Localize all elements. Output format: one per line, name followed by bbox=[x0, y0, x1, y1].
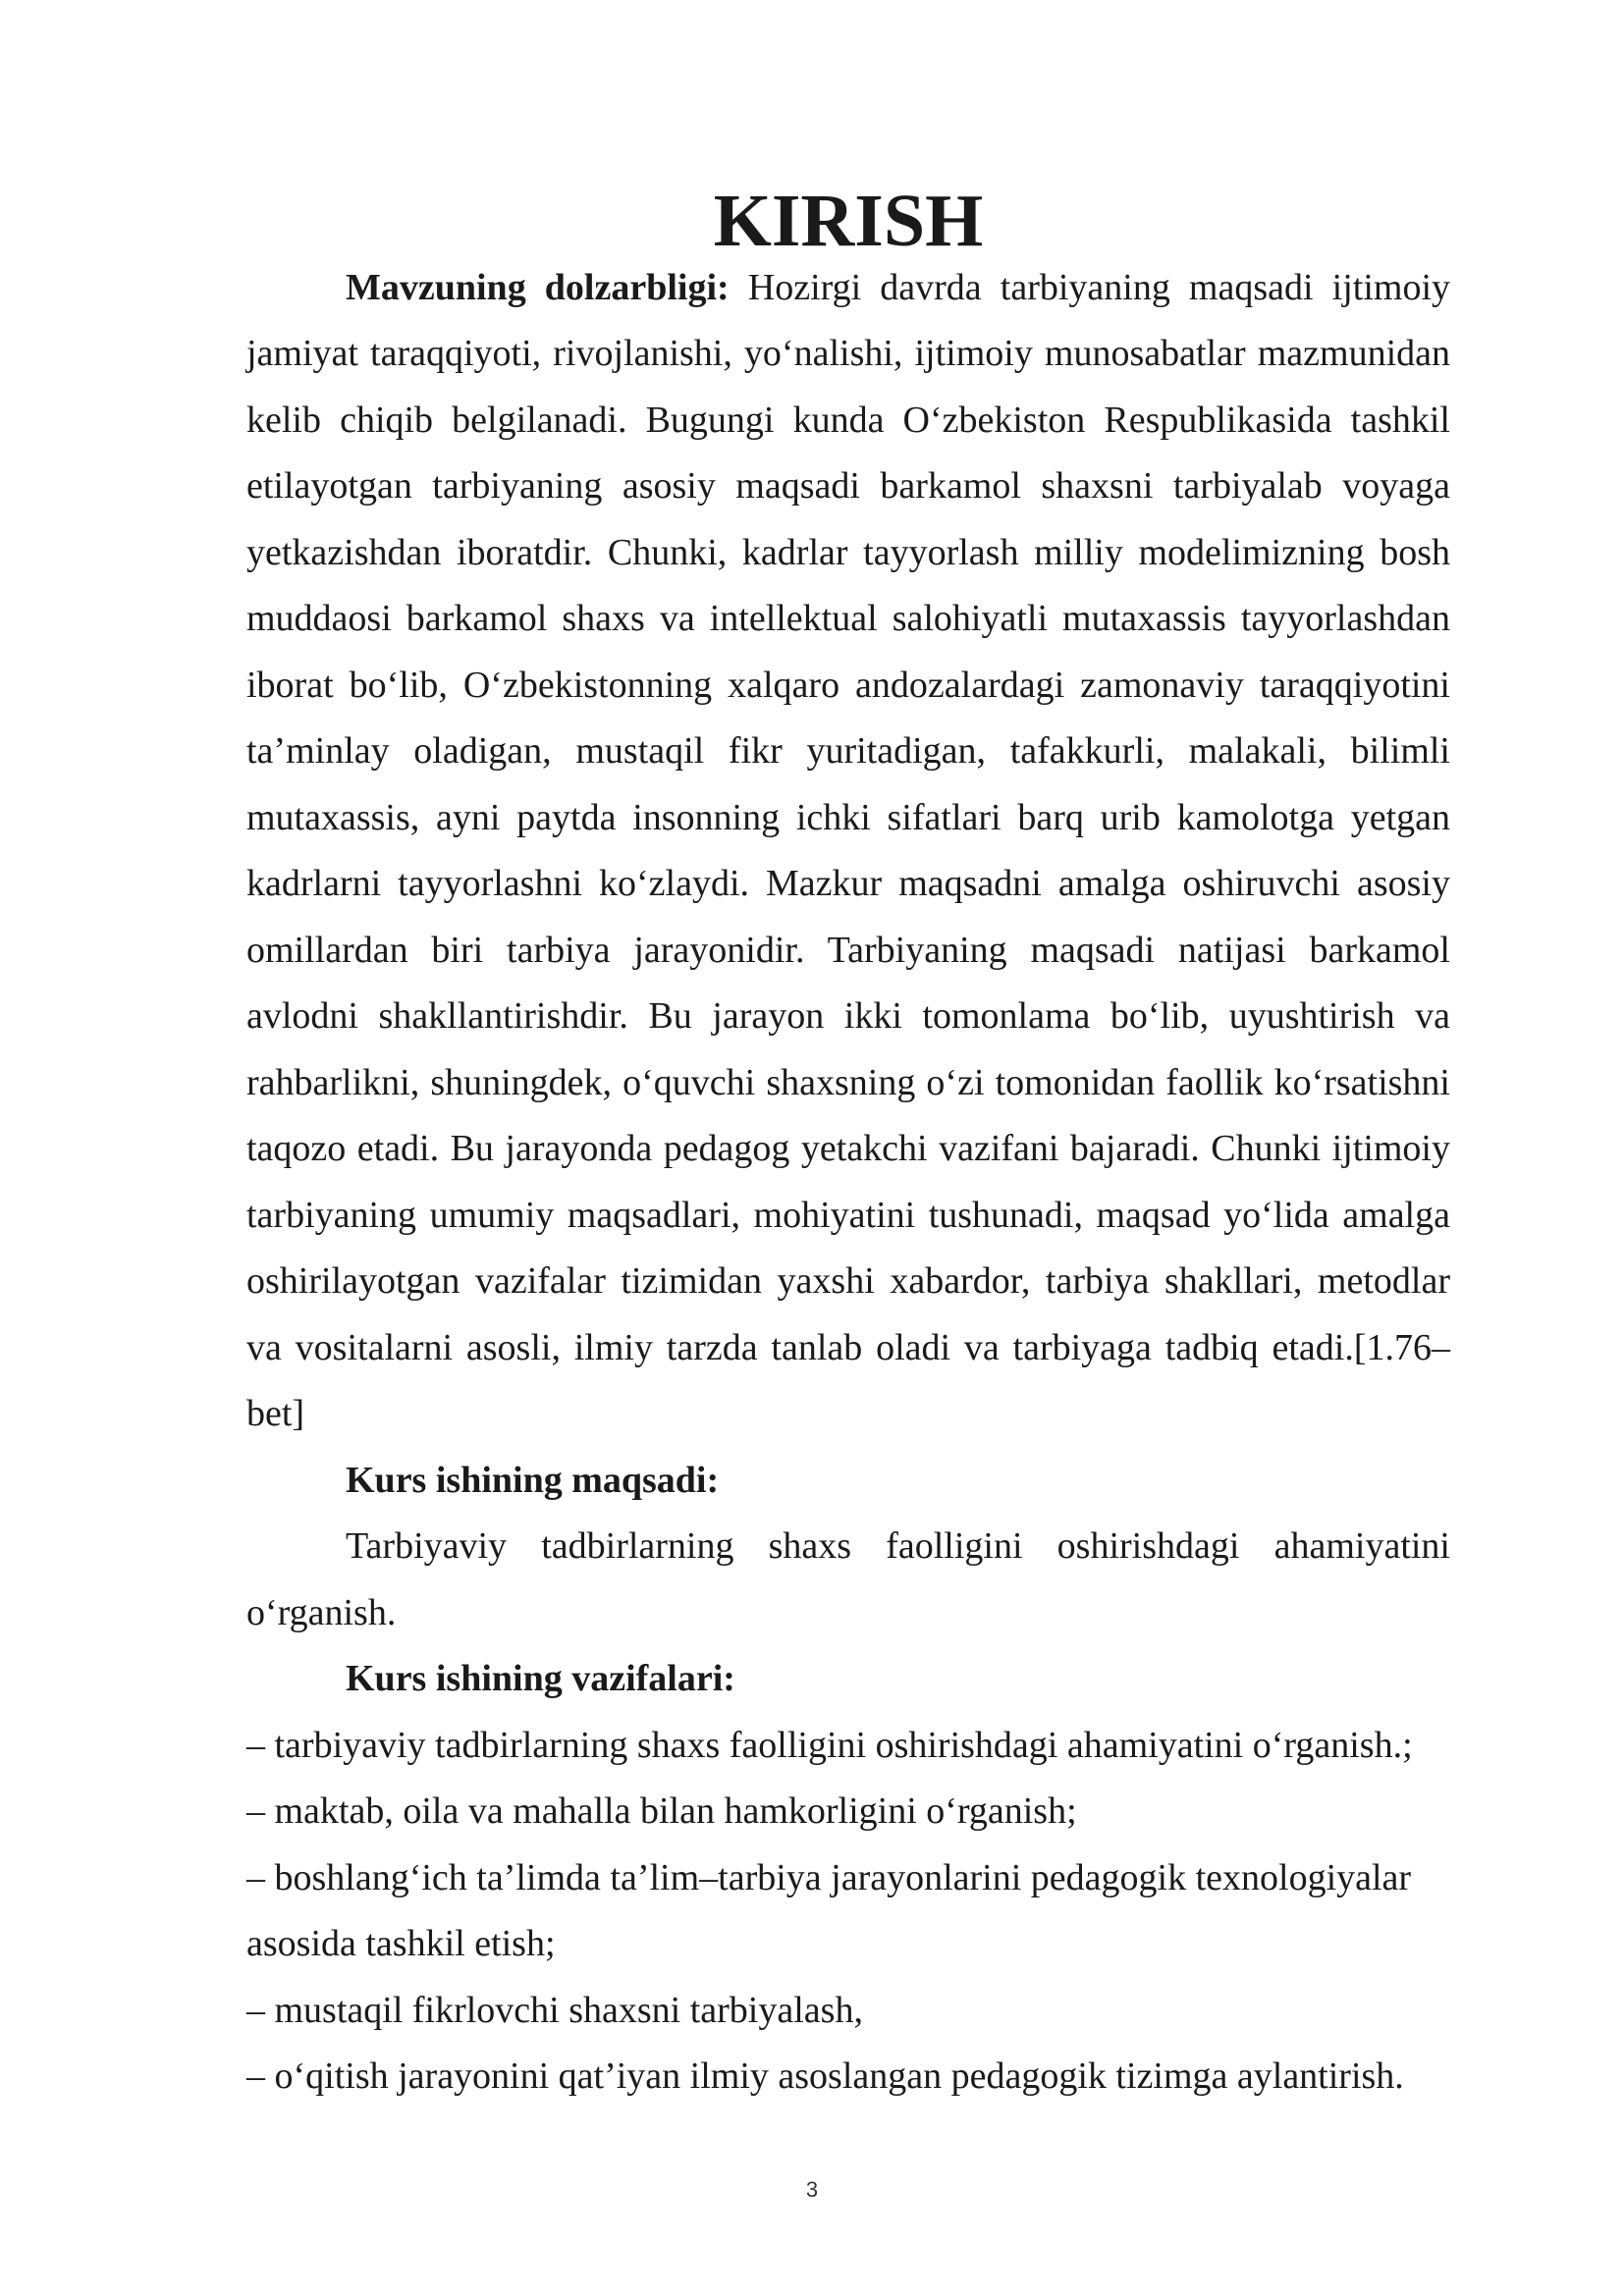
tasks-list bbox=[246, 1713, 1450, 2110]
relevance-label: Mavzuning dolzarbligi: bbox=[346, 266, 730, 308]
list-item: – mustaqil fikrlovchi shaxsni tarbiyalash, bbox=[246, 1989, 863, 2031]
relevance-paragraph bbox=[246, 255, 1450, 1448]
list-item: – o‘qitish jarayonini qat’iyan ilmiy asoslangan pedagogik tizimga aylantirish. bbox=[246, 2056, 1404, 2097]
page-content bbox=[246, 180, 1451, 2110]
list-item: – tarbiyaviy tadbirlarning shaxs faolligini oshirishdagi ahamiyatini o‘rganish.; bbox=[246, 1724, 1413, 1766]
list-item: – boshlang‘ich ta’limda ta’lim–tarbiya jarayonlarini pedagogik texnologiyalar asosida tashkil etish; bbox=[246, 1856, 1412, 1964]
relevance-text: Hozirgi davrda tarbiyaning maqsadi ijtimoiy jamiyat taraqqiyoti, rivojlanishi, yo‘nalishi, ijtimoiy munosabatlar mazmunidan kelib chiqib belgilanadi. Bugungi kunda O‘zbekiston Respublikasida tashkil etilayotgan tarbiyaning asosiy maqsadi barkamol shaxsni tarbiyalab voyaga yetkazishdan iboratdir. Chunki, kadrlar tayyorlash milliy modelimizning bosh muddaosi barkamol shaxs va intellektual salohiyatli mutaxassis tayyorlashdan iborat bo‘lib, O‘zbekistonning xalqaro andozalardagi zamonaviy taraqqiyotini ta’minlay oladigan, mustaqil fikr yuritadigan, tafakkurli, malakali, bilimli mutaxassis, ayni paytda insonning ichki sifatlari barq urib kamolotga yetgan kadrlarni tayyorlashni ko‘zlaydi. Mazkur maqsadni amalga oshiruvchi asosiy omillardan biri tarbiya jarayonidir. Tarbiyaning maqsadi natijasi barkamol avlodni shakllantirishdir. Bu jarayon ikki tomonlama bo‘lib, uyushtirish va rahbarlikni, shuningdek, o‘quvchi shaxsning o‘zi tomonidan faollik ko‘rsatishni taqozo etadi. Bu jarayonda pedagog yetakchi vazifani bajaradi. Chunki ijtimoiy tarbiyaning umumiy maqsadlari, mohiyatini tushunadi, maqsad yo‘lida amalga oshirilayotgan vazifalar tizimidan yaxshi xabardor, tarbiya shakllari, metodlar va vositalarni asosli, ilmiy tarzda tanlab oladi va tarbiyaga tadbiq etadi.[1.76–bet] bbox=[246, 266, 1451, 1434]
goal-paragraph: Tarbiyaviy tadbirlarning shaxs faolligini oshirishdagi ahamiyatini o‘rganish. bbox=[246, 1525, 1450, 1633]
list-item: – maktab, oila va mahalla bilan hamkorligini o‘rganish; bbox=[246, 1790, 1077, 1832]
goal-heading: Kurs ishining maqsadi: bbox=[346, 1459, 720, 1501]
page-number: 3 bbox=[805, 2177, 819, 2202]
section-title: KIRISH bbox=[713, 180, 984, 262]
tasks-heading: Kurs ishining vazifalari: bbox=[346, 1658, 735, 1699]
